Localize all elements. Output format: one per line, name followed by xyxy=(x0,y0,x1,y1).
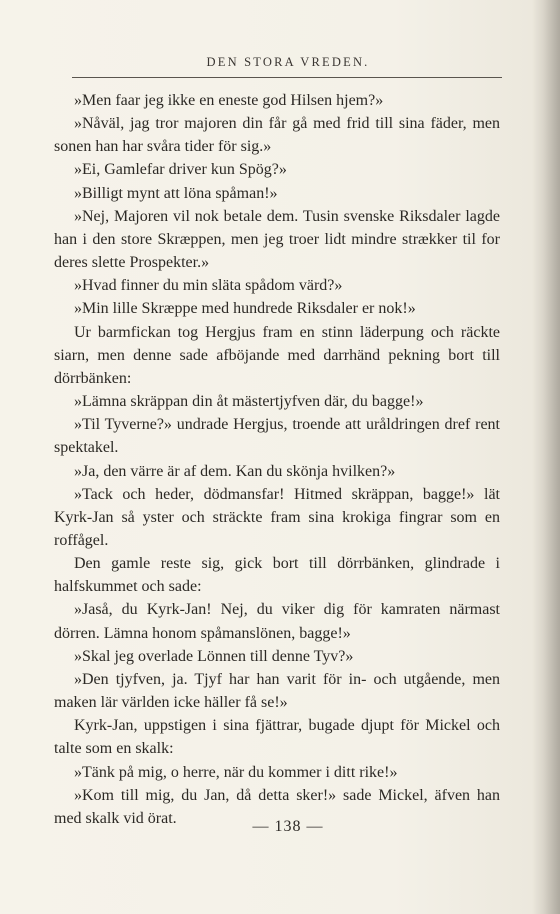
paragraph: »Min lille Skræppe med hundrede Riksdaler er nok!» xyxy=(74,300,416,318)
spine-shadow xyxy=(532,0,560,914)
paragraph: »Til Tyverne?» undrade Hergjus, troende att uråldringen dref rent spektakel. xyxy=(54,416,500,457)
paragraph: »Kom till mig, du Jan, då detta sker!» sade Mickel, äfven han med skalk vid örat. xyxy=(54,786,500,827)
paragraph: Kyrk-Jan, uppstigen i sina fjättrar, bugade djupt för Mickel och talte som en skalk: xyxy=(54,717,500,758)
paragraph: »Nej, Majoren vil nok betale dem. Tusin svenske Riksdaler lagde han i den store Skræppen, men jeg troer lidt mindre strækker til for deres slette Prospekter.» xyxy=(54,207,500,272)
paragraph: »Billigt mynt att löna spåman!» xyxy=(74,184,278,202)
paragraph: »Den tjyfven, ja. Tjyf har han varit för in- och utgående, men maken lär världen icke häller få se!» xyxy=(54,670,500,712)
running-head: DEN STORA VREDEN. xyxy=(206,55,370,69)
paragraph: »Jaså, du Kyrk-Jan! Nej, du viker dig för kamraten närmast dörren. Lämna honom spåmanslönen, bagge!» xyxy=(54,601,500,642)
paragraph: »Ja, den värre är af dem. Kan du skönja hvilken?» xyxy=(74,462,396,480)
page-number: — 138 — xyxy=(252,818,324,835)
paragraph: »Ei, Gamlefar driver kun Spög?» xyxy=(74,161,287,179)
body-text xyxy=(54,89,500,830)
paragraph: »Nåväl, jag tror majoren din får gå med frid till sina fäder, men sonen han har svåra tider för sig.» xyxy=(54,115,500,156)
paragraph: »Men faar jeg ikke en eneste god Hilsen hjem?» xyxy=(74,92,384,109)
paragraph: »Skal jeg overlade Lönnen till denne Tyv?» xyxy=(74,647,354,665)
header-rule xyxy=(72,77,502,78)
paragraph: »Tack och heder, dödmansfar! Hitmed skräppan, bagge!» lät Kyrk-Jan så yster och sträckte fram sina krokiga fingrar som en roffågel. xyxy=(54,485,500,549)
paragraph: Ur barmfickan tog Hergjus fram en stinn läderpung och räckte siarn, men denne sade afböjande med darrhänd pekning bort till dörrbänken: xyxy=(54,323,500,387)
paragraph: »Lämna skräppan din åt mästertjyfven där, du bagge!» xyxy=(74,393,424,411)
paragraph: »Hvad finner du min släta spådom värd?» xyxy=(74,277,343,295)
paragraph: »Tänk på mig, o herre, när du kommer i ditt rike!» xyxy=(74,763,398,781)
paragraph: Den gamle reste sig, gick bort till dörrbänken, glindrade i halfskummet och sade: xyxy=(54,555,500,596)
